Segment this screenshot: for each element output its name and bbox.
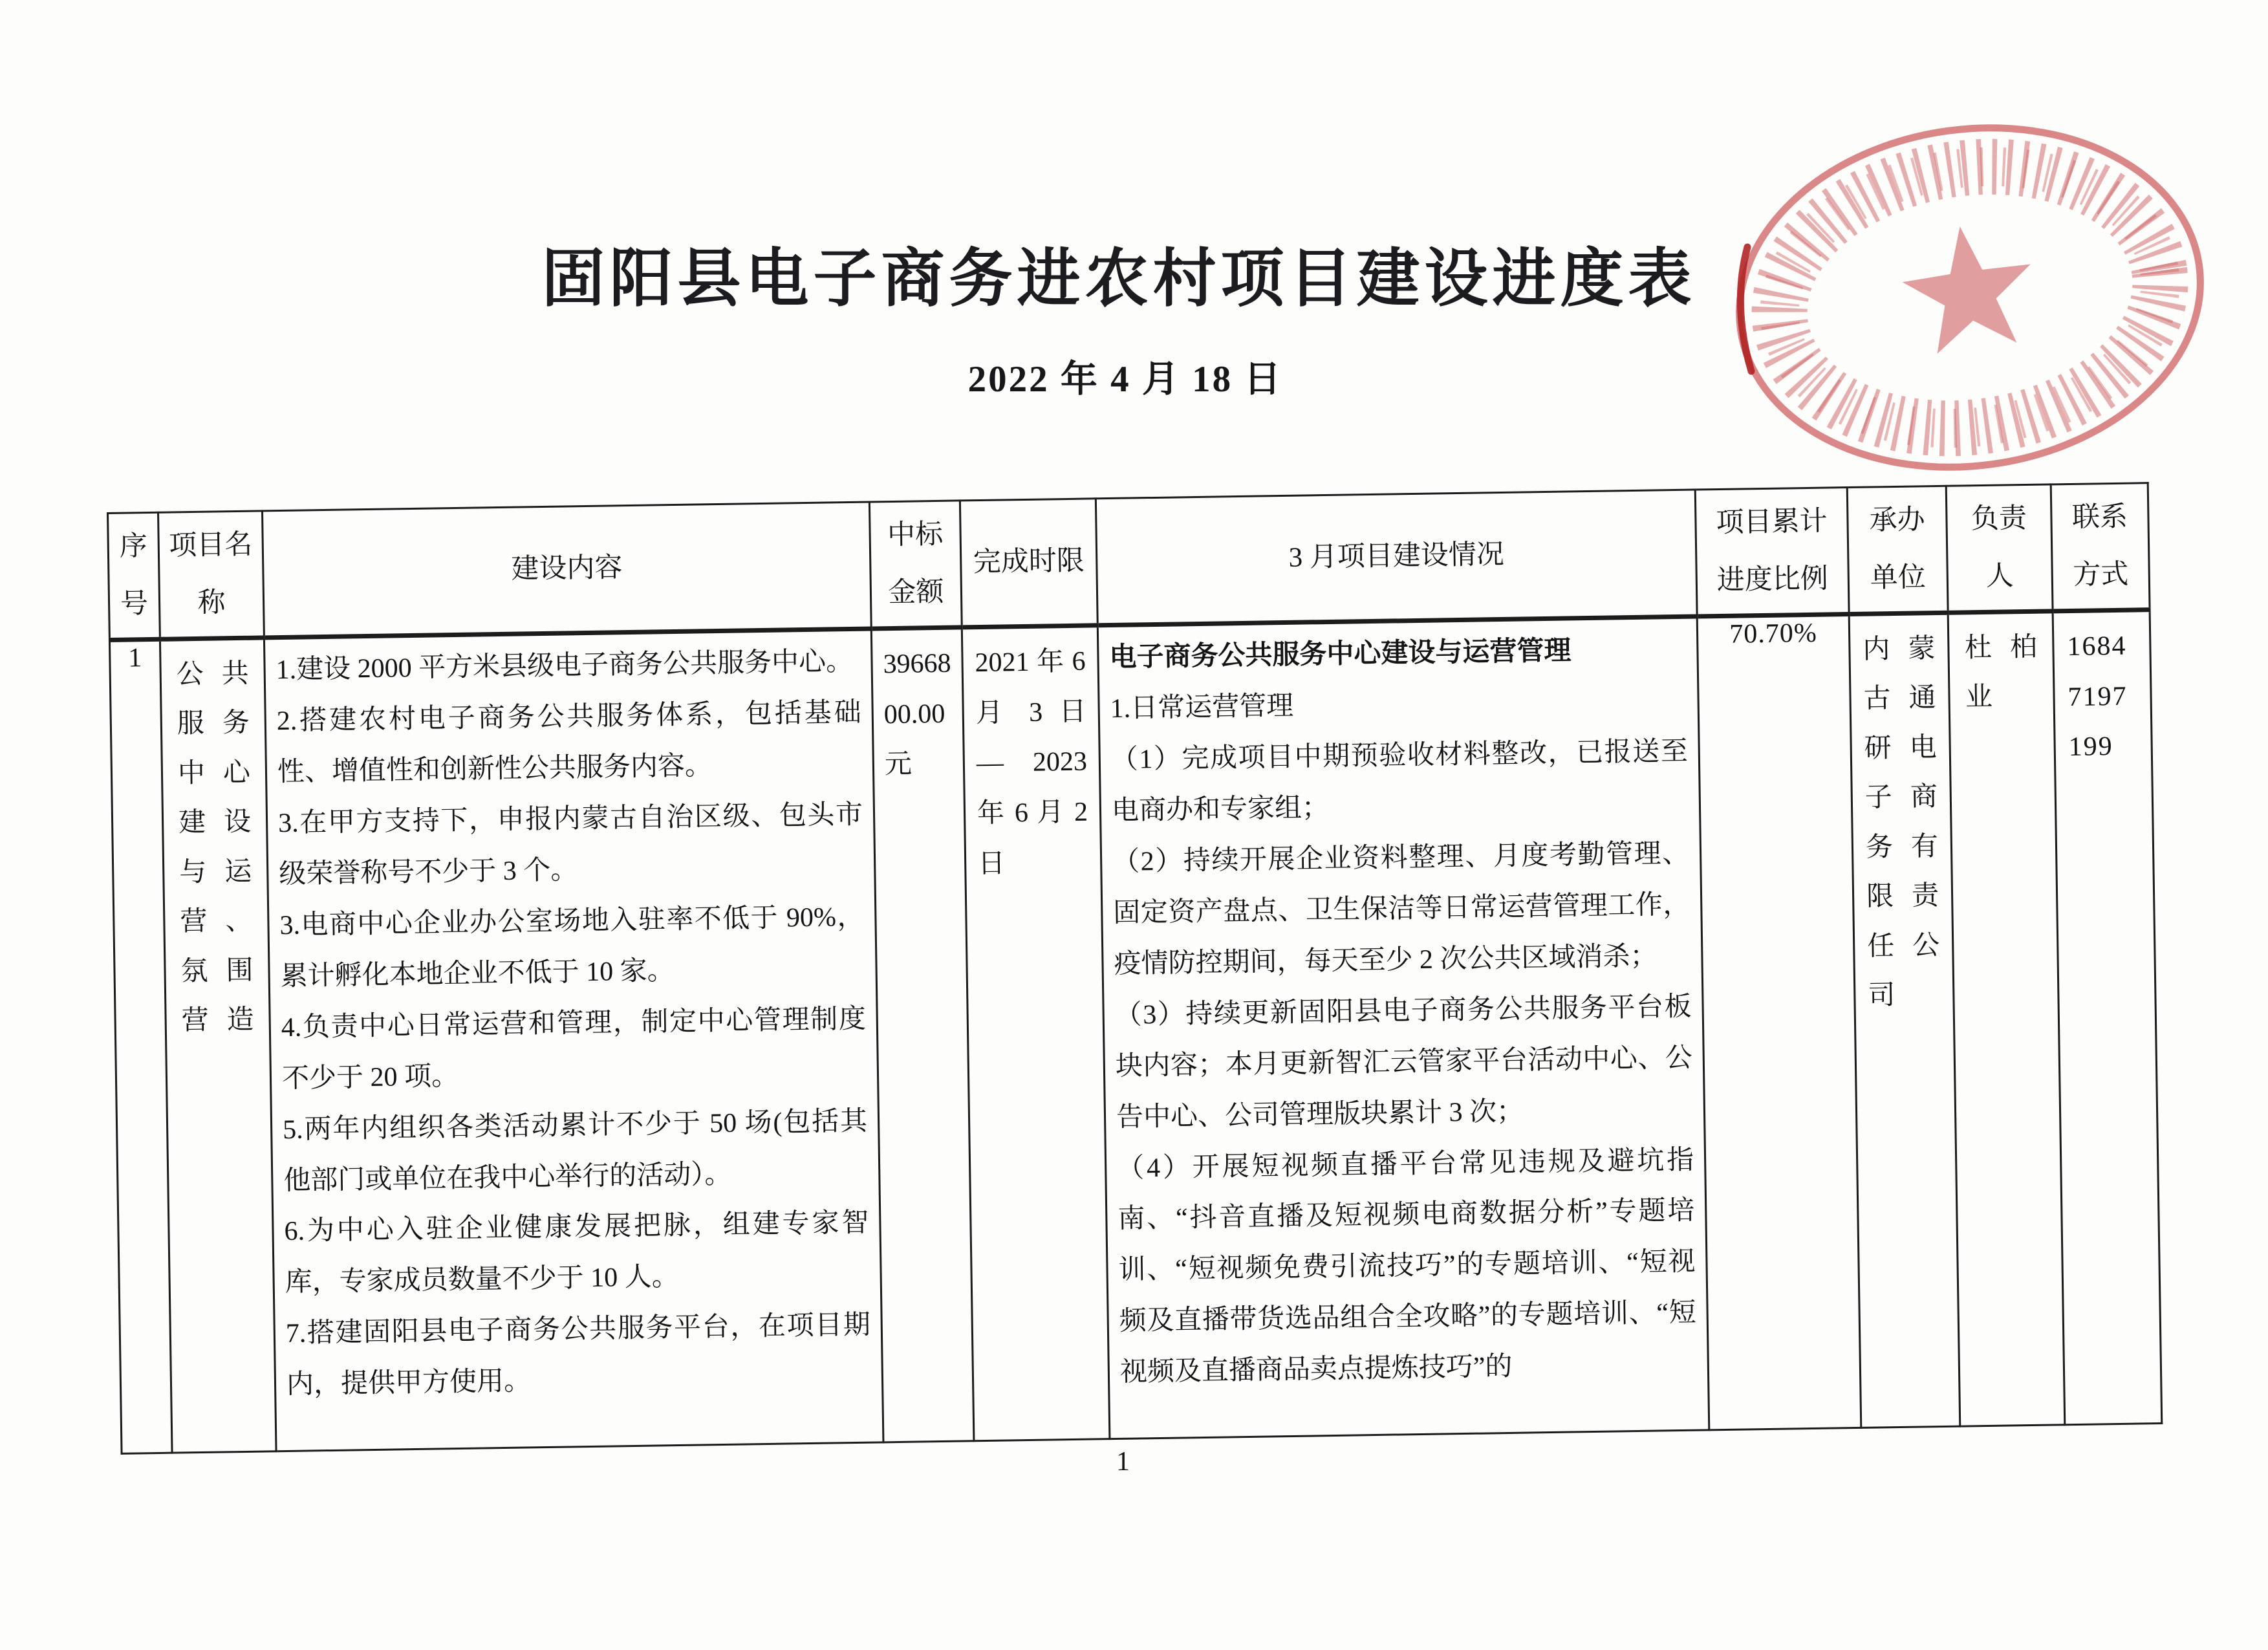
col-header-deadline: 完成时限 <box>960 499 1097 627</box>
paragraph: （1）完成项目中期预验收材料整改，已报送至电商办和专家组； <box>1110 736 1689 826</box>
cell-cumulative-progress: 70.70% <box>1697 614 1861 1430</box>
col-header-contact: 联系方式 <box>2051 483 2150 611</box>
paragraph: 3.电商中心企业办公室场地入驻率不低于 90%，累计孵化本地企业不低于 10 家。 <box>279 902 865 992</box>
paragraph: 7.搭建固阳县电子商务公共服务平台，在项目期内，提供甲方使用。 <box>285 1310 871 1400</box>
cell-march-progress <box>1097 616 1709 1439</box>
col-header-bid-amount: 中标金额 <box>869 501 962 629</box>
cell-construction-content <box>264 629 883 1451</box>
paragraph: 4.负责中心日常运营和管理，制定中心管理制度不少于 20 项。 <box>281 1004 867 1094</box>
col-header-cumulative: 项目累计进度比例 <box>1695 488 1849 616</box>
progress-table <box>107 482 2163 1455</box>
table-row <box>109 610 2161 1454</box>
col-header-project-name: 项目名称 <box>158 511 265 639</box>
paragraph: （3）持续更新固阳县电子商务公共服务平台板块内容；本月更新智汇云管家平台活动中心、公告中心、公司管理版块累计 3 次； <box>1114 992 1693 1133</box>
construction-content-paragraphs <box>275 636 871 1411</box>
paragraph: 6.为中心入驻企业健康发展把脉，组建专家智库，专家成员数量不少于 10 人。 <box>284 1208 869 1298</box>
col-header-construction: 建设内容 <box>262 502 871 638</box>
col-header-person: 负责人 <box>1946 484 2053 613</box>
undertaking-unit-text: 内蒙古通研电子商务有限责任公司 <box>1863 634 1940 1011</box>
cell-completion-deadline: 2021 年 6 月 3 日 — 2023 年 6 月 2 日 <box>962 625 1110 1441</box>
cell-seq: 1 <box>109 639 172 1453</box>
document-date: 2022 年 4 月 18 日 <box>967 359 1283 400</box>
cell-project-name <box>160 638 276 1453</box>
paragraph: 2.搭建农村电子商务公共服务体系，包括基础性、增值性和创新性公共服务内容。 <box>276 697 862 788</box>
cell-bid-amount: 3966800.00 元 <box>871 627 974 1442</box>
col-header-unit: 承办单位 <box>1847 486 1948 614</box>
paragraph: （4）开展短视频直播平台常见违规及避坑指南、“抖音直播及短视频电商数据分析”专题培训、“短视频免费引流技巧”的专题培训、“短视频及直播带货选品组合全攻略”的专题培训、“短视频及直播商品卖点提炼技巧”的 <box>1116 1145 1696 1388</box>
document-title: 固阳县电子商务进农村项目建设进度表 <box>541 242 1696 316</box>
page-number: 1 <box>1116 1447 1130 1477</box>
cell-contact: 16847197199 <box>2053 610 2162 1425</box>
paragraph: 5.两年内组织各类活动累计不少于 50 场(包括其他部门或单位在我中心举行的活动）。 <box>282 1106 868 1196</box>
paragraph: 1.建设 2000 平方米县级电子商务公共服务中心。 <box>275 646 854 686</box>
paragraph: 3.在甲方支持下，申报内蒙古自治区级、包头市级荣誉称号不少于 3 个。 <box>277 799 863 889</box>
march-progress-heading: 电子商务公共服务中心建设与运营管理 <box>1109 636 1571 673</box>
paragraph: （2）持续开展企业资料整理、月度考勤管理、固定资产盘点、卫生保洁等日常运营管理工作，疫情防控期间，每天至少 2 次公共区域消杀； <box>1112 838 1690 979</box>
cell-undertaking-unit <box>1849 613 1960 1427</box>
cell-responsible-person <box>1948 611 2065 1426</box>
responsible-person-text: 杜柏业 <box>1964 632 2038 713</box>
col-header-march-progress: 3 月项目建设情况 <box>1096 490 1697 625</box>
project-name-text: 公共服务中心建设与运营、氛围营造 <box>176 658 255 1036</box>
paragraph: 1.日常运营管理 <box>1110 691 1294 724</box>
col-header-seq: 序号 <box>108 512 160 640</box>
march-progress-paragraphs <box>1110 675 1697 1398</box>
